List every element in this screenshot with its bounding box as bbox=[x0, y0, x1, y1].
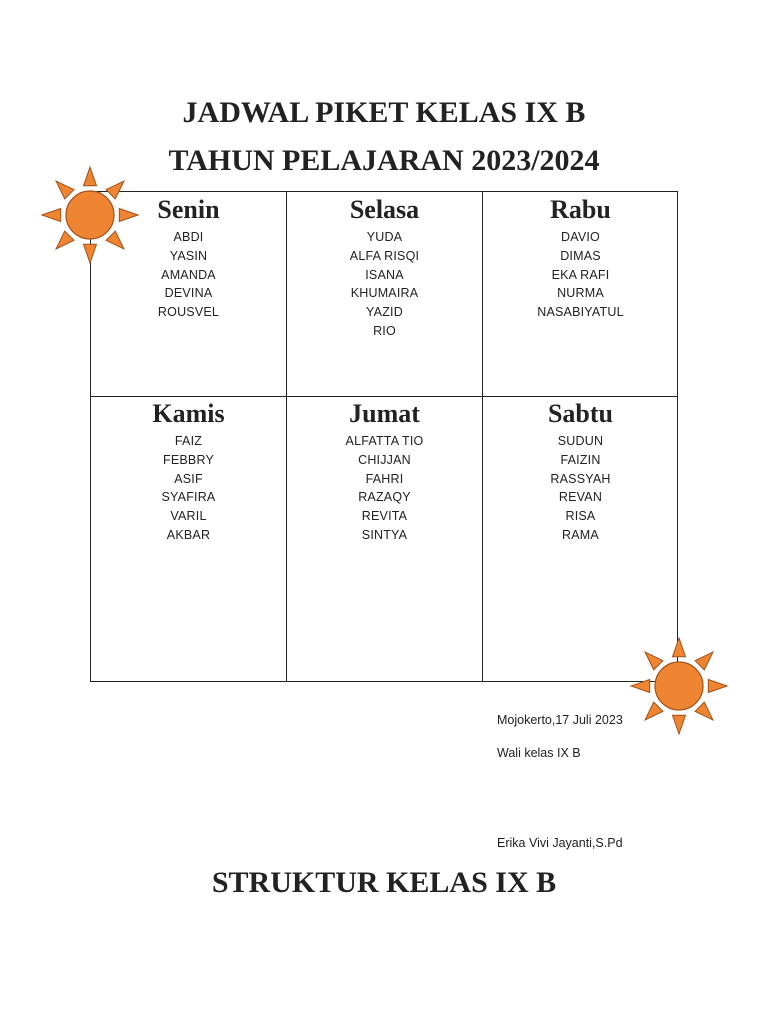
page-subtitle: TAHUN PELAJARAN 2023/2024 bbox=[168, 144, 600, 177]
page-title: JADWAL PIKET KELAS IX B bbox=[182, 96, 586, 129]
student-name: AMANDA bbox=[161, 267, 216, 282]
student-name: RAZAQY bbox=[358, 490, 411, 505]
student-name: FEBBRY bbox=[163, 452, 214, 467]
student-name: RASSYAH bbox=[550, 471, 611, 486]
sun-ray bbox=[645, 652, 663, 670]
day-heading: Sabtu bbox=[547, 399, 614, 428]
student-name: FAIZ bbox=[174, 434, 203, 448]
student-name: YAZID bbox=[366, 305, 403, 320]
name-list bbox=[483, 228, 678, 322]
student-name: ROUSVEL bbox=[157, 305, 220, 320]
student-name: YUDA bbox=[366, 230, 403, 244]
student-name: RISA bbox=[565, 509, 596, 524]
student-name: VARIL bbox=[170, 509, 207, 524]
student-name: FAHRI bbox=[365, 471, 404, 486]
sun-ray bbox=[84, 167, 97, 186]
student-name: EKA RAFI bbox=[551, 267, 610, 282]
student-name: REVITA bbox=[361, 509, 408, 524]
name-list bbox=[483, 432, 678, 545]
sun-ray bbox=[645, 702, 663, 720]
sun-icon bbox=[629, 636, 729, 736]
day-cell-sabtu bbox=[483, 398, 678, 545]
student-name: RIO bbox=[373, 323, 396, 338]
sun-ray bbox=[106, 181, 124, 199]
day-heading: Rabu bbox=[550, 195, 611, 224]
student-name: ABDI bbox=[173, 230, 204, 244]
sun-icon bbox=[40, 165, 140, 265]
student-name: ASIF bbox=[174, 471, 203, 486]
student-name: SINTYA bbox=[361, 527, 408, 542]
student-name: NASABIYATUL bbox=[537, 305, 624, 320]
name-list bbox=[91, 432, 286, 545]
day-heading: Selasa bbox=[349, 195, 420, 224]
student-name: RAMA bbox=[562, 527, 599, 542]
name-list bbox=[287, 432, 482, 545]
sun-ray bbox=[56, 181, 74, 199]
sun-ray bbox=[631, 680, 650, 693]
signature-role: Wali kelas IX B bbox=[497, 746, 581, 760]
sun-ray bbox=[708, 680, 727, 693]
section-title: STRUKTUR KELAS IX B bbox=[211, 866, 557, 899]
table-divider bbox=[91, 396, 677, 397]
day-heading: Kamis bbox=[152, 399, 225, 428]
student-name: ALFATTA TIO bbox=[345, 434, 424, 448]
student-name: ISANA bbox=[365, 267, 404, 282]
student-name: NURMA bbox=[557, 286, 604, 301]
schedule-table bbox=[90, 191, 678, 682]
student-name: REVAN bbox=[558, 490, 603, 505]
signature-name: Erika Vivi Jayanti,S.Pd bbox=[497, 836, 623, 850]
sun-ray bbox=[673, 715, 686, 734]
sun-ray bbox=[695, 702, 713, 720]
sun-ray bbox=[119, 209, 138, 222]
sun-ray bbox=[673, 638, 686, 657]
student-name: ALFA RISQI bbox=[349, 248, 420, 263]
student-name: YASIN bbox=[169, 248, 208, 263]
day-cell-selasa bbox=[287, 194, 482, 341]
day-cell-kamis bbox=[91, 398, 286, 545]
sun-ray bbox=[56, 231, 74, 249]
day-cell-rabu bbox=[483, 194, 678, 322]
student-name: KHUMAIRA bbox=[350, 286, 419, 301]
student-name: CHIJJAN bbox=[358, 452, 411, 467]
student-name: AKBAR bbox=[166, 527, 211, 542]
sun-ray bbox=[106, 231, 124, 249]
name-list bbox=[287, 228, 482, 341]
student-name: SYAFIRA bbox=[161, 490, 216, 505]
student-name: DIMAS bbox=[560, 248, 601, 263]
day-heading: Jumat bbox=[349, 399, 420, 428]
student-name: DEVINA bbox=[164, 286, 213, 301]
student-name: SUDUN bbox=[557, 434, 604, 448]
day-heading: Senin bbox=[157, 195, 220, 224]
sun-ray bbox=[695, 652, 713, 670]
signature-place-date: Mojokerto,17 Juli 2023 bbox=[497, 713, 623, 727]
sun-ray bbox=[84, 244, 97, 263]
student-name: DAVIO bbox=[561, 230, 600, 244]
day-cell-jumat bbox=[287, 398, 482, 545]
student-name: FAIZIN bbox=[560, 452, 601, 467]
sun-ray bbox=[42, 209, 61, 222]
